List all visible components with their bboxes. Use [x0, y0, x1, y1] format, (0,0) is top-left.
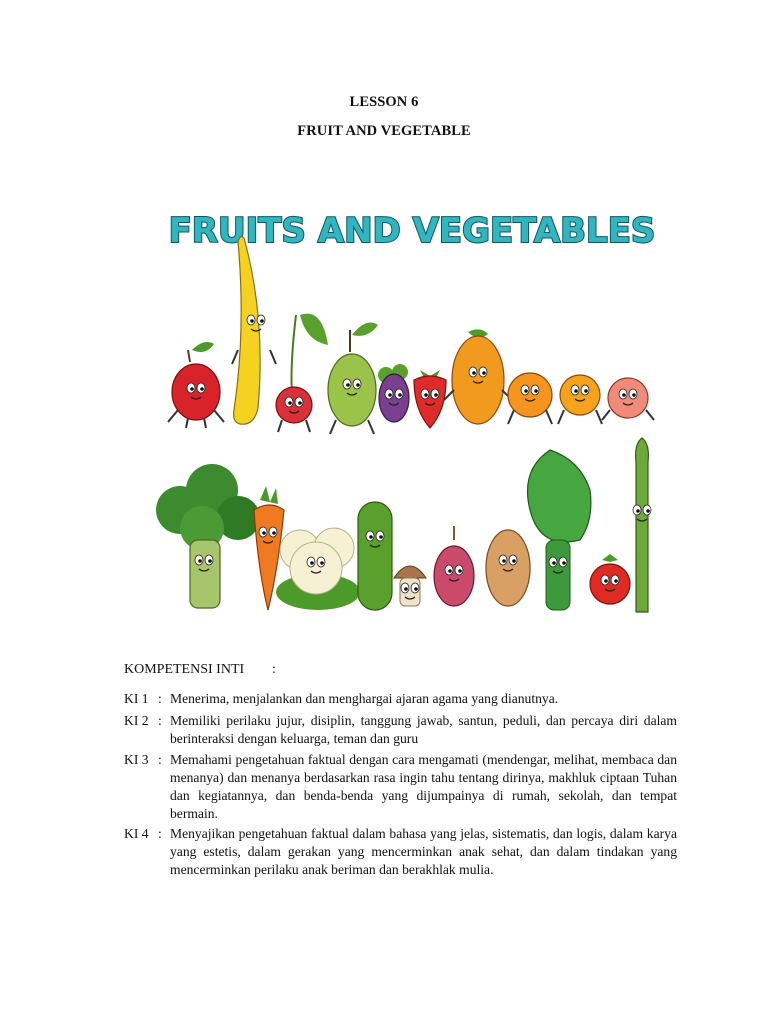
lesson-number: LESSON 6	[349, 94, 419, 110]
orange-character-1	[508, 373, 552, 424]
ki-item-1	[124, 690, 677, 708]
guava-character	[328, 323, 378, 434]
banana-character	[232, 237, 276, 425]
cherry-character	[276, 314, 328, 432]
ki-item-2	[124, 712, 677, 748]
banner-title: FRUITS AND VEGETABLES	[168, 211, 656, 251]
fruits-vegetables-illustration	[150, 180, 660, 635]
orange-character-2	[558, 375, 602, 424]
ki-text: Menerima, menjalankan dan menghargai ajaran agama yang dianutnya.	[170, 691, 559, 706]
potato-character	[486, 530, 530, 606]
cauliflower-character	[276, 528, 360, 610]
onion-character	[434, 526, 474, 606]
ki-separator: :	[158, 752, 162, 767]
ki-separator: :	[158, 691, 162, 706]
ki-code: KI 2	[124, 713, 149, 728]
peach-character	[602, 378, 654, 420]
ki-code: KI 4	[124, 826, 149, 841]
broccoli-character	[156, 464, 260, 608]
kompetensi-heading-row	[124, 662, 276, 678]
mushroom-character	[394, 566, 426, 606]
ki-item-3	[124, 751, 677, 823]
apple-character	[168, 342, 224, 428]
ki-separator: :	[158, 826, 162, 841]
cucumber-character	[358, 502, 392, 610]
kompetensi-heading: KOMPETENSI INTI	[124, 662, 245, 677]
tomato-character	[590, 554, 630, 604]
asparagus-character	[633, 438, 651, 612]
ki-text: Memahami pengetahuan faktual dengan cara mengamati (mendengar, melihat, membaca dan menanya) dan menanya berdasarkan rasa ingin tahu tentang dirinya, makhluk ciptaan Tuhan dan kegiatannya, dan benda-benda yang dijumpainya di rumah, sekolah, dan tempat bermain.	[170, 752, 677, 821]
strawberry-character	[414, 370, 446, 428]
kompetensi-colon: :	[272, 662, 276, 677]
ki-text: Menyajikan pengetahuan faktual dalam bahasa yang jelas, sistematis, dan logis, dalam karya yang estetis, dalam gerakan yang mencerminkan anak sehat, dan dalam tindakan yang mencerminkan perilaku anak beriman dan berakhlak mulia.	[170, 826, 677, 877]
ki-code: KI 3	[124, 752, 149, 767]
spinach-character	[528, 450, 591, 610]
ki-item-4	[124, 825, 677, 879]
ki-text: Memiliki perilaku jujur, disiplin, tanggung jawab, santun, peduli, dan percaya diri dalam berinteraksi dengan keluarga, teman dan guru	[170, 713, 677, 746]
ki-separator: :	[158, 713, 162, 728]
lesson-topic: FRUIT AND VEGETABLE	[297, 123, 471, 139]
grape-character	[378, 364, 409, 422]
mango-character	[444, 329, 512, 424]
ki-code: KI 1	[124, 691, 149, 706]
